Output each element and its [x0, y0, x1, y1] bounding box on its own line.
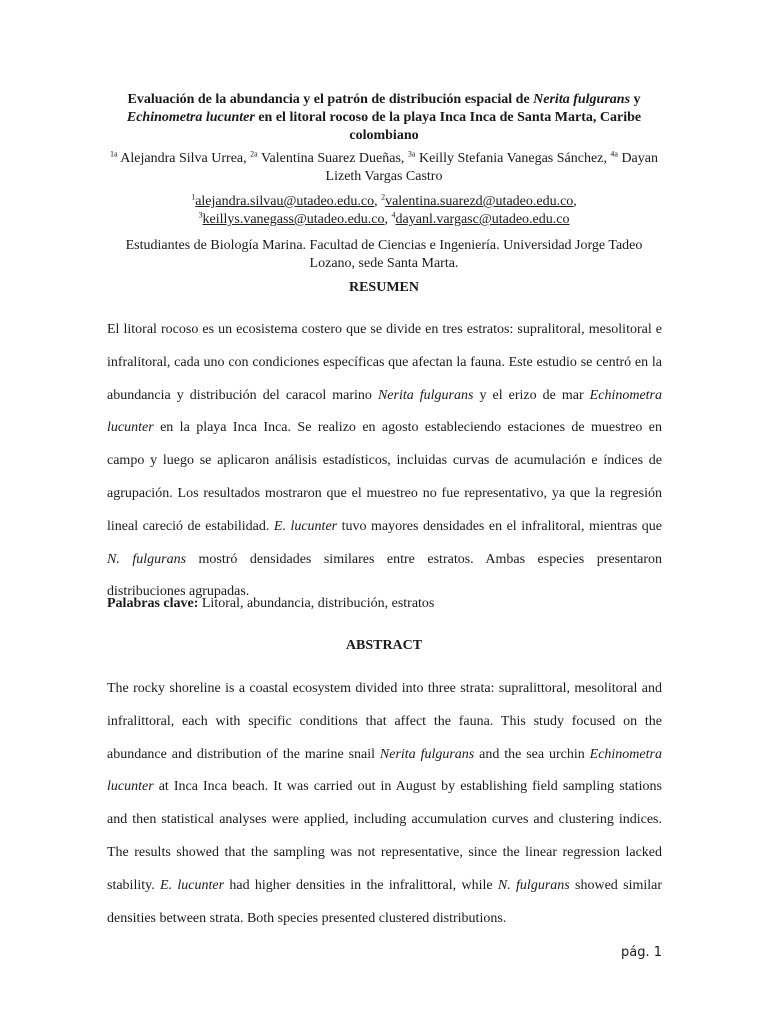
- email-link[interactable]: valentina.suarezd@utadeo.edu.co: [385, 194, 574, 209]
- email-link[interactable]: dayanl.vargasc@utadeo.edu.co: [395, 212, 570, 227]
- keywords: [107, 595, 662, 613]
- author-superscript: 4a: [610, 149, 618, 159]
- title-species-2: Echinometra lucunter: [126, 110, 255, 125]
- title-text: en el litoral rocoso de la playa Inca Inca de Santa Marta, Caribe colombiano: [254, 110, 642, 143]
- abstract-text: The rocky shoreline is a coastal ecosystem divided into three strata: supralittoral, mesolitoral and infralittoral, each with specific conditions that affect the fauna. This study focused on the abundance and distribution of the marine snail: [107, 681, 662, 762]
- abstract-text: showed similar densities between strata. Both species presented clustered distributions.: [107, 877, 663, 926]
- title-species-1: Nerita fulgurans: [533, 92, 631, 107]
- author-name: Alejandra Silva Urrea: [120, 151, 244, 166]
- resumen-species: Echinometra lucunter: [107, 387, 662, 436]
- resumen-text: El litoral rocoso es un ecosistema costero que se divide en tres estratos: supralitoral, mesolitoral e infralitoral, cada uno con condiciones específicas que afectan la fauna. Este estudio se centró en la abundancia y distribución del caracol marino: [107, 322, 662, 403]
- author-superscript: 3a: [407, 149, 416, 159]
- abstract-text: had higher densities in the infralittoral, while: [224, 877, 498, 893]
- abstract-species: Echinometra lucunter: [107, 746, 662, 795]
- abstract-species: N. fulgurans: [497, 877, 570, 893]
- keywords-value: Litoral, abundancia, distribución, estratos: [198, 596, 435, 611]
- affiliation: Estudiantes de Biología Marina. Facultad de Ciencias e Ingeniería. Universidad Jorge Tadeo Lozano, sede Santa Marta.: [125, 238, 643, 271]
- abstract-text: and the sea urchin: [474, 746, 590, 762]
- resumen-heading: RESUMEN: [348, 280, 419, 295]
- abstract-text: at Inca Inca beach. It was carried out in August by establishing field sampling stations and then statistical analyses were applied, including accumulation curves and clustering indices. The results showed that the sampling was not representative, since the linear regression lacked stability.: [107, 779, 662, 893]
- abstract-species: Nerita fulgurans: [379, 746, 475, 762]
- resumen-species: N. fulgurans: [107, 551, 187, 567]
- author-emails: $^1$alejandra.silvau@utadeo.edu.co, $^2$valentina.suarezd@utadeo.edu.co, $^3$keillys.vanegass@utadeo.edu.co, $^4$dayanl.vargasc@utadeo.edu.co: [191, 192, 577, 227]
- abstract-paragraph: [107, 673, 662, 935]
- author-superscript: 2a: [250, 149, 258, 159]
- abstract-heading: ABSTRACT: [345, 638, 423, 653]
- email-link[interactable]: keillys.vanegass@utadeo.edu.co: [202, 212, 385, 227]
- author-name: Keilly Stefania Vanegas Sánchez: [418, 151, 604, 166]
- email-superscript: 3: [198, 210, 203, 220]
- author-name: Dayan Lizeth Vargas Castro: [325, 151, 658, 184]
- resumen-species: Nerita fulgurans: [377, 387, 474, 403]
- resumen-text: y el erizo de mar: [473, 387, 590, 403]
- author-superscript: 1a: [110, 149, 118, 159]
- resumen-text: en la playa Inca Inca. Se realizo en agosto estableciendo estaciones de muestreo en campo y luego se aplicaron análisis estadísticos, incluidas curvas de acumulación e índices de agrupación. Los resultados mostraron que el muestreo no fue representativo, ya que la regresión lineal careció de estabilidad.: [107, 420, 662, 534]
- resumen-text: mostró densidades similares entre estratos. Ambas especies presentaron distribuciones agrupadas.: [107, 551, 663, 600]
- email-superscript: 2: [381, 192, 386, 202]
- title-text: y: [630, 92, 641, 107]
- title-text: Evaluación de la abundancia y el patrón de distribución espacial de: [127, 92, 534, 107]
- email-link[interactable]: alejandra.silvau@utadeo.edu.co: [195, 194, 375, 209]
- page-number: pág. 1: [620, 945, 662, 960]
- keywords-label: Palabras clave:: [107, 596, 199, 611]
- author-list: $^{1a}$ Alejandra Silva Urrea, $^{2a}$ Valentina Suarez Dueñas, $^{3a}$ Keilly Stefania Vanegas Sánchez, $^{4a}$ Dayan Lizeth Vargas Castro: [110, 149, 658, 184]
- resumen-paragraph: [107, 314, 662, 609]
- abstract-species: E. lucunter: [160, 877, 225, 893]
- paper-title: [120, 91, 648, 145]
- email-superscript: 1: [191, 192, 196, 202]
- author-name: Valentina Suarez Dueñas: [260, 151, 401, 166]
- resumen-text: tuvo mayores densidades en el infralitoral, mientras que: [337, 518, 662, 534]
- resumen-species: E. lucunter: [273, 518, 338, 534]
- email-superscript: 4: [391, 210, 396, 220]
